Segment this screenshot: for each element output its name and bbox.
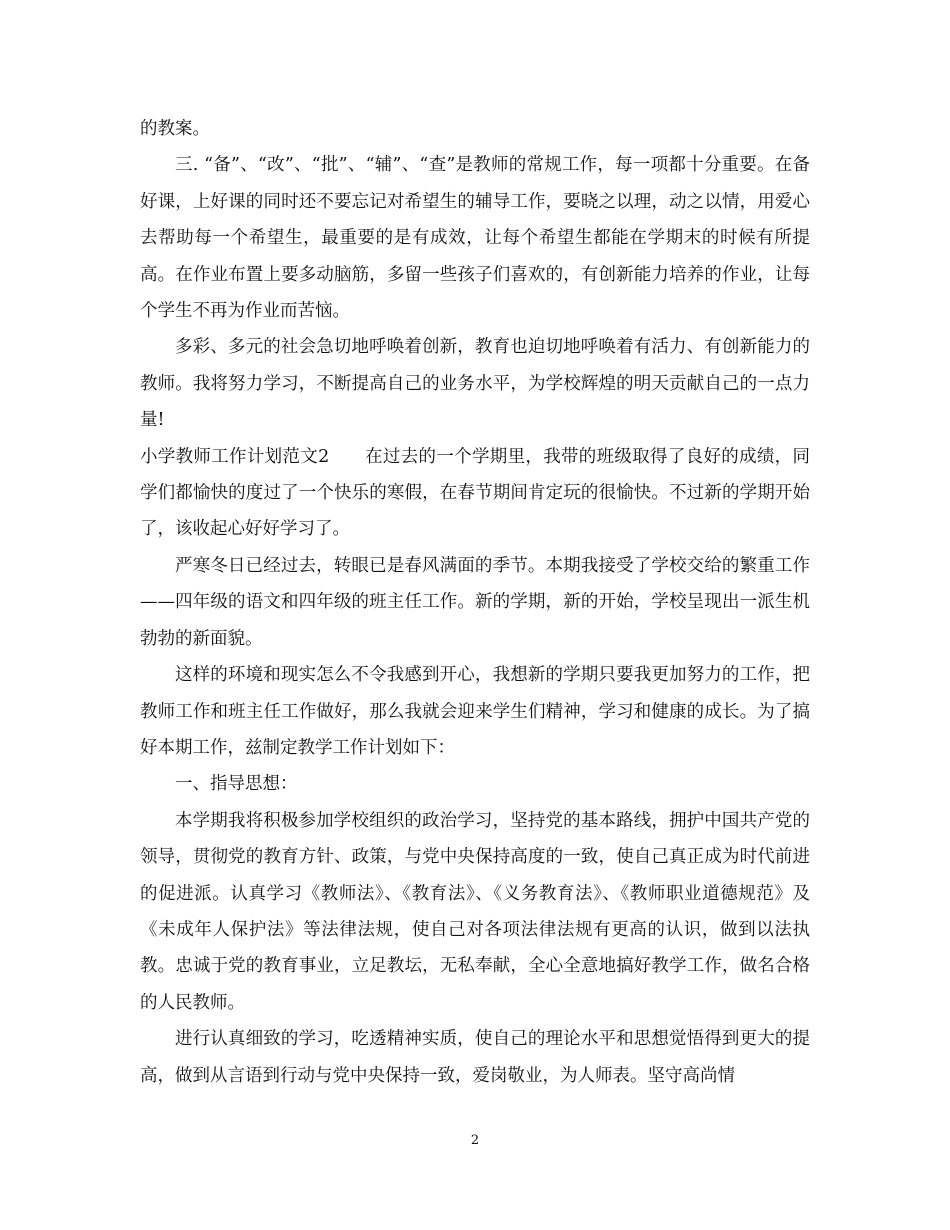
document-body (140, 111, 810, 1094)
paragraph-8: 本学期我将积极参加学校组织的政治学习，坚持党的基本路线，拥护中国共产党的领导，贯彻党的教育方针、政策，与党中央保持高度的一致，使自己真正成为时代前进的促进派。认真学习《教师法》、《教育法》、《义务教育法》、《教师职业道德规范》及《未成年人保护法》等法律法规，使自己对各项法律法规有更高的认识，做到以法执教。忠诚于党的教育事业，立足教坛，无私奉献，全心全意地搞好教学工作，做名合格的人民教师。 (140, 810, 810, 1013)
paragraph-9: 进行认真细致的学习，吃透精神实质，使自己的理论水平和思想觉悟得到更大的提高，做到从言语到行动与党中央保持一致，爱岗敬业，为人师表。坚守高尚情 (140, 1029, 810, 1086)
section-heading-guiding-thought: 一、指导思想： (175, 774, 298, 795)
paragraph-3: 多彩、多元的社会急切地呼唤着创新，教育也迫切地呼唤着有活力、有创新能力的教师。我将努力学习，不断提高自己的业务水平，为学校辉煌的明天贡献自己的一点力量! (140, 337, 810, 431)
page-number: 2 (470, 1133, 480, 1148)
paragraph-2: 三. “备”、“改”、“批”、“辅”、“查”是教师的常规工作，每一项都十分重要。在备好课，上好课的同时还不要忘记对希望生的辅导工作，要晓之以理，动之以情，用爱心去帮助每一个希望生，最重要的是有成效，让每个希望生都能在学期末的时候有所提高。在作业布置上要多动脑筋，多留一些孩子们喜欢的，有创新能力培养的作业，让每个学生不再为作业而苦恼。 (140, 155, 810, 322)
paragraph-6: 这样的环境和现实怎么不令我感到开心，我想新的学期只要我更加努力的工作，把教师工作和班主任工作做好，那么我就会迎来学生们精神，学习和健康的成长。为了搞好本期工作，兹制定教学工作计划如下： (140, 665, 810, 758)
paragraph-4-heading: 小学教师工作计划范文2 在过去的一个学期里，我带的班级取得了良好的成绩，同学们都愉快的度过了一个快乐的寒假，在春节期间肯定玩的很愉快。不过新的学期开始了，该收起心好好学习了。 (140, 446, 810, 540)
paragraph-1: 的教案。 (140, 119, 210, 139)
paragraph-5: 严寒冬日已经过去，转眼已是春风满面的季节。本期我接受了学校交给的繁重工作——四年级的语文和四年级的班主任工作。新的学期，新的开始，学校呈现出一派生机勃勃的新面貌。 (140, 555, 810, 649)
